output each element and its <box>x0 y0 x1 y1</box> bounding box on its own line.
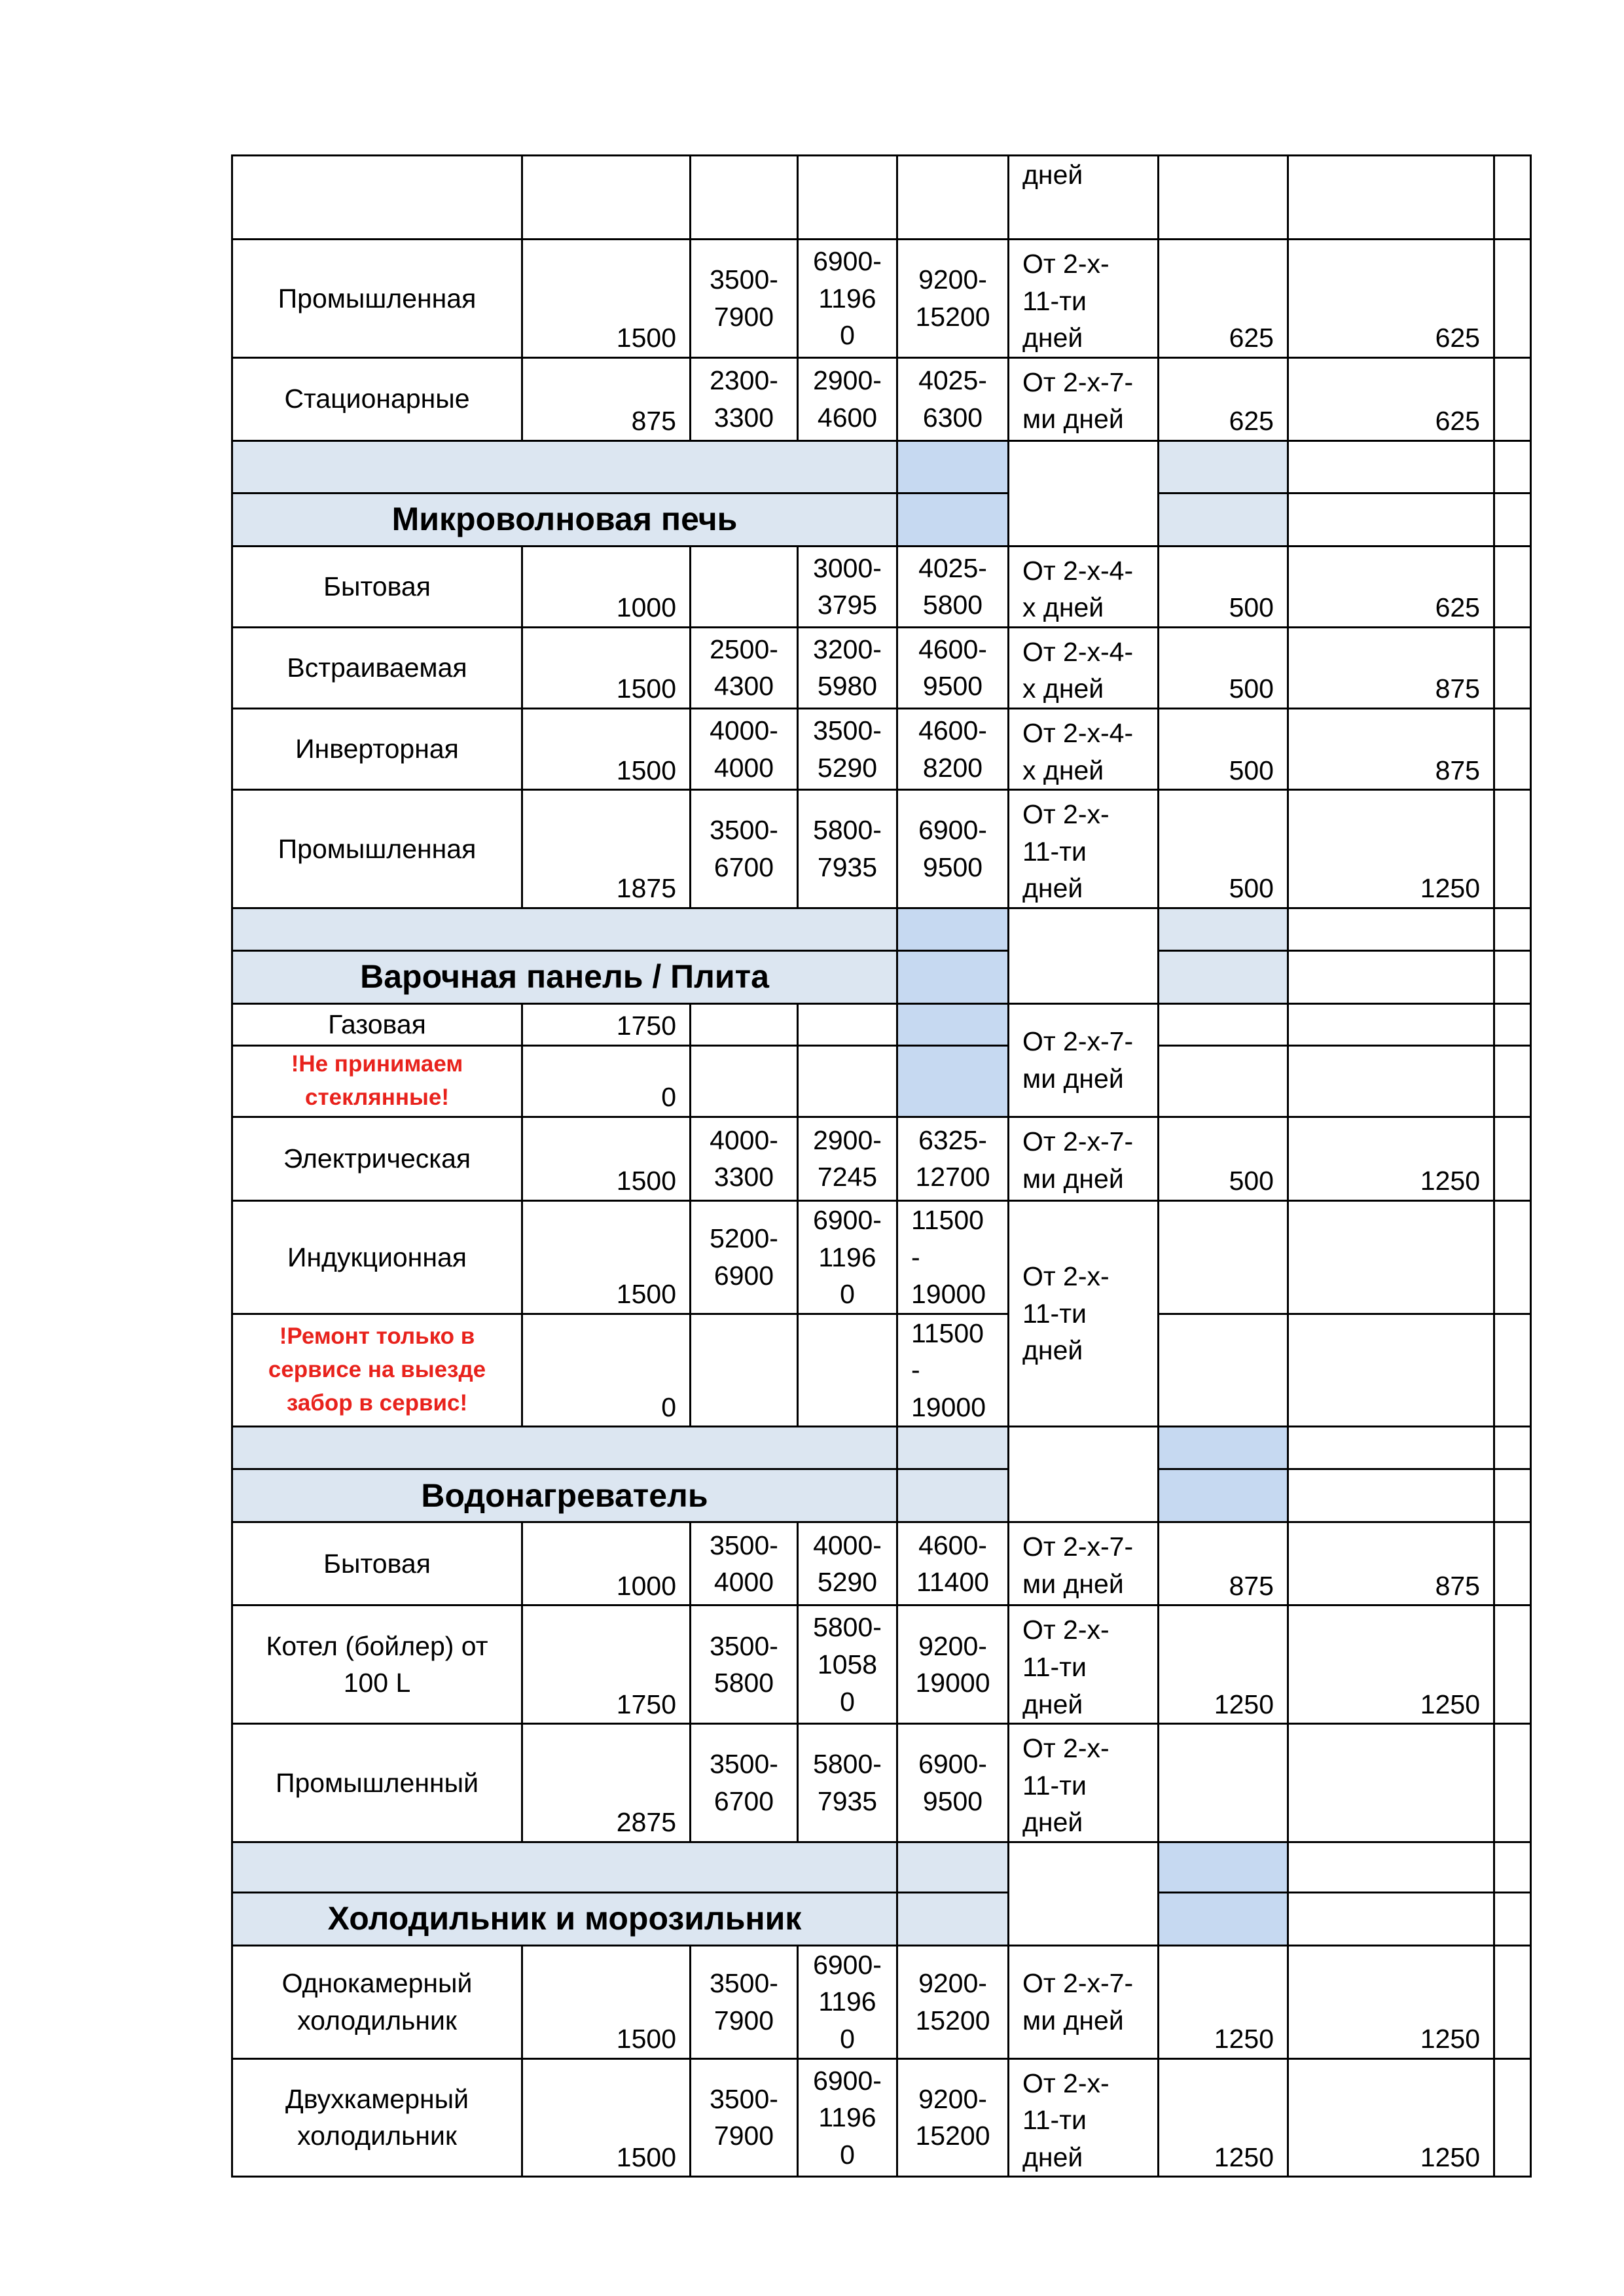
section-header <box>232 1469 1531 1522</box>
base-price: 1500 <box>522 1117 691 1200</box>
price-value: 875 <box>1288 627 1494 708</box>
price-value: 625 <box>1288 546 1494 627</box>
section-spacer <box>232 440 1531 493</box>
base-price: 2875 <box>522 1724 691 1842</box>
item-name: Стационарные <box>232 357 522 440</box>
table-row <box>232 1945 1531 2058</box>
price-range: 5800- 1058 0 <box>798 1605 897 1724</box>
price-range: 11500 - 19000 <box>897 1314 1009 1427</box>
price-value: 500 <box>1159 627 1288 708</box>
price-value: 875 <box>1288 709 1494 790</box>
table-row <box>232 1314 1531 1427</box>
price-range: 6900- 1196 0 <box>798 1200 897 1314</box>
price-range: 3500- 7900 <box>691 2058 798 2177</box>
price-range: 4600- 9500 <box>897 627 1009 708</box>
repair-term: От 2-х- 11-ти дней <box>1009 1724 1159 1842</box>
repair-term: От 2-х-7- ми дней <box>1009 1945 1159 2058</box>
price-value: 500 <box>1159 1117 1288 1200</box>
price-value <box>1288 1724 1494 1842</box>
price-range: 5800- 7935 <box>798 1724 897 1842</box>
base-price: 0 <box>522 1045 691 1117</box>
base-price: 875 <box>522 357 691 440</box>
price-range: 3500- 4000 <box>691 1522 798 1605</box>
price-range: 2300- 3300 <box>691 357 798 440</box>
price-range: 2500- 4300 <box>691 627 798 708</box>
item-name: Промышленный <box>232 1724 522 1842</box>
section-title: Холодильник и морозильник <box>232 1892 897 1945</box>
price-range: 6900- 1196 0 <box>798 2058 897 2177</box>
price-value: 500 <box>1159 546 1288 627</box>
item-name: Бытовая <box>232 1522 522 1605</box>
warning-note: !Ремонт только в сервисе на выезде забор в сервис! <box>232 1314 522 1427</box>
price-table <box>231 154 1532 2178</box>
price-range: 3200- 5980 <box>798 627 897 708</box>
section-header <box>232 493 1531 546</box>
base-price: 1750 <box>522 1605 691 1724</box>
price-range: 5800- 7935 <box>798 790 897 908</box>
price-range: 6900- 9500 <box>897 1724 1009 1842</box>
table-row <box>232 240 1531 358</box>
repair-term: От 2-х- 11-ти дней <box>1009 1605 1159 1724</box>
table-row <box>232 546 1531 627</box>
repair-term: От 2-х-7- ми дней <box>1009 1117 1159 1200</box>
base-price: 1500 <box>522 709 691 790</box>
table-row <box>232 1522 1531 1605</box>
repair-term: От 2-х- 11-ти дней <box>1009 2058 1159 2177</box>
section-title: Варочная панель / Плита <box>232 950 897 1003</box>
table-row <box>232 1003 1531 1045</box>
price-range: 6900- 9500 <box>897 790 1009 908</box>
item-name: Индукционная <box>232 1200 522 1314</box>
price-range: 9200- 19000 <box>897 1605 1009 1724</box>
repair-term: дней <box>1009 156 1159 240</box>
table-row <box>232 1117 1531 1200</box>
base-price: 1875 <box>522 790 691 908</box>
base-price: 1500 <box>522 1945 691 2058</box>
item-name: Двухкамерный холодильник <box>232 2058 522 2177</box>
price-value <box>1159 1724 1288 1842</box>
section-spacer <box>232 1842 1531 1892</box>
section-spacer <box>232 1427 1531 1469</box>
price-value: 500 <box>1159 790 1288 908</box>
repair-term: От 2-х-4- х дней <box>1009 627 1159 708</box>
price-value: 1250 <box>1288 1117 1494 1200</box>
item-name: Бытовая <box>232 546 522 627</box>
table-row <box>232 627 1531 708</box>
repair-term: От 2-х-4- х дней <box>1009 546 1159 627</box>
price-range: 3500- 6700 <box>691 1724 798 1842</box>
price-value: 625 <box>1288 240 1494 358</box>
price-value: 625 <box>1288 357 1494 440</box>
section-title: Водонагреватель <box>232 1469 897 1522</box>
price-value: 1250 <box>1159 1945 1288 2058</box>
price-range: 3500- 5800 <box>691 1605 798 1724</box>
price-range: 4025- 5800 <box>897 546 1009 627</box>
repair-term: От 2-х-7- ми дней <box>1009 1522 1159 1605</box>
repair-term: От 2-х- 11-ти дней <box>1009 240 1159 358</box>
price-range: 4000- 5290 <box>798 1522 897 1605</box>
price-range: 3500- 5290 <box>798 709 897 790</box>
section-header <box>232 950 1531 1003</box>
table-row <box>232 1200 1531 1314</box>
price-range: 4600- 11400 <box>897 1522 1009 1605</box>
table-row <box>232 1605 1531 1724</box>
price-range <box>691 546 798 627</box>
table-row <box>232 790 1531 908</box>
price-range: 11500 - 19000 <box>897 1200 1009 1314</box>
price-range: 2900- 4600 <box>798 357 897 440</box>
table-row <box>232 709 1531 790</box>
repair-term: От 2-х-4- х дней <box>1009 709 1159 790</box>
price-range: 6900- 1196 0 <box>798 240 897 358</box>
price-value: 625 <box>1159 357 1288 440</box>
base-price: 1000 <box>522 546 691 627</box>
price-range: 3500- 6700 <box>691 790 798 908</box>
price-range: 6900- 1196 0 <box>798 1945 897 2058</box>
price-value: 1250 <box>1288 2058 1494 2177</box>
table-row <box>232 1045 1531 1117</box>
price-range: 4025- 6300 <box>897 357 1009 440</box>
item-name: Газовая <box>232 1003 522 1045</box>
repair-term: От 2-х- 11-ти дней <box>1009 790 1159 908</box>
price-value: 1250 <box>1159 2058 1288 2177</box>
base-price: 1750 <box>522 1003 691 1045</box>
warning-note: !Не принимаем стеклянные! <box>232 1045 522 1117</box>
price-range: 3000- 3795 <box>798 546 897 627</box>
item-name: Промышленная <box>232 790 522 908</box>
section-header <box>232 1892 1531 1945</box>
base-price: 1500 <box>522 1200 691 1314</box>
price-value: 500 <box>1159 709 1288 790</box>
item-name: Инверторная <box>232 709 522 790</box>
base-price: 0 <box>522 1314 691 1427</box>
price-value: 875 <box>1159 1522 1288 1605</box>
base-price: 1500 <box>522 2058 691 2177</box>
table-row <box>232 1724 1531 1842</box>
section-spacer <box>232 908 1531 950</box>
base-price: 1000 <box>522 1522 691 1605</box>
price-value: 1250 <box>1159 1605 1288 1724</box>
item-name: Котел (бойлер) от 100 L <box>232 1605 522 1724</box>
table-row <box>232 156 1531 240</box>
price-range: 3500- 7900 <box>691 1945 798 2058</box>
price-range: 2900- 7245 <box>798 1117 897 1200</box>
price-range: 9200- 15200 <box>897 2058 1009 2177</box>
price-value: 875 <box>1288 1522 1494 1605</box>
price-range: 6325- 12700 <box>897 1117 1009 1200</box>
price-range: 9200- 15200 <box>897 240 1009 358</box>
base-price: 1500 <box>522 627 691 708</box>
section-title: Микроволновая печь <box>232 493 897 546</box>
repair-term: От 2-х-7- ми дней <box>1009 357 1159 440</box>
item-name: Однокамерный холодильник <box>232 1945 522 2058</box>
table-row <box>232 2058 1531 2177</box>
item-name: Электрическая <box>232 1117 522 1200</box>
price-value: 1250 <box>1288 1945 1494 2058</box>
repair-term: От 2-х-7- ми дней <box>1009 1003 1159 1117</box>
price-range: 3500- 7900 <box>691 240 798 358</box>
repair-term: От 2-х- 11-ти дней <box>1009 1200 1159 1426</box>
base-price: 1500 <box>522 240 691 358</box>
price-value: 1250 <box>1288 1605 1494 1724</box>
table-row <box>232 357 1531 440</box>
item-name: Встраиваемая <box>232 627 522 708</box>
price-range: 9200- 15200 <box>897 1945 1009 2058</box>
item-name: Промышленная <box>232 240 522 358</box>
price-range: 4000- 4000 <box>691 709 798 790</box>
price-range: 5200- 6900 <box>691 1200 798 1314</box>
price-range: 4000- 3300 <box>691 1117 798 1200</box>
price-value: 1250 <box>1288 790 1494 908</box>
price-range: 4600- 8200 <box>897 709 1009 790</box>
price-value: 625 <box>1159 240 1288 358</box>
